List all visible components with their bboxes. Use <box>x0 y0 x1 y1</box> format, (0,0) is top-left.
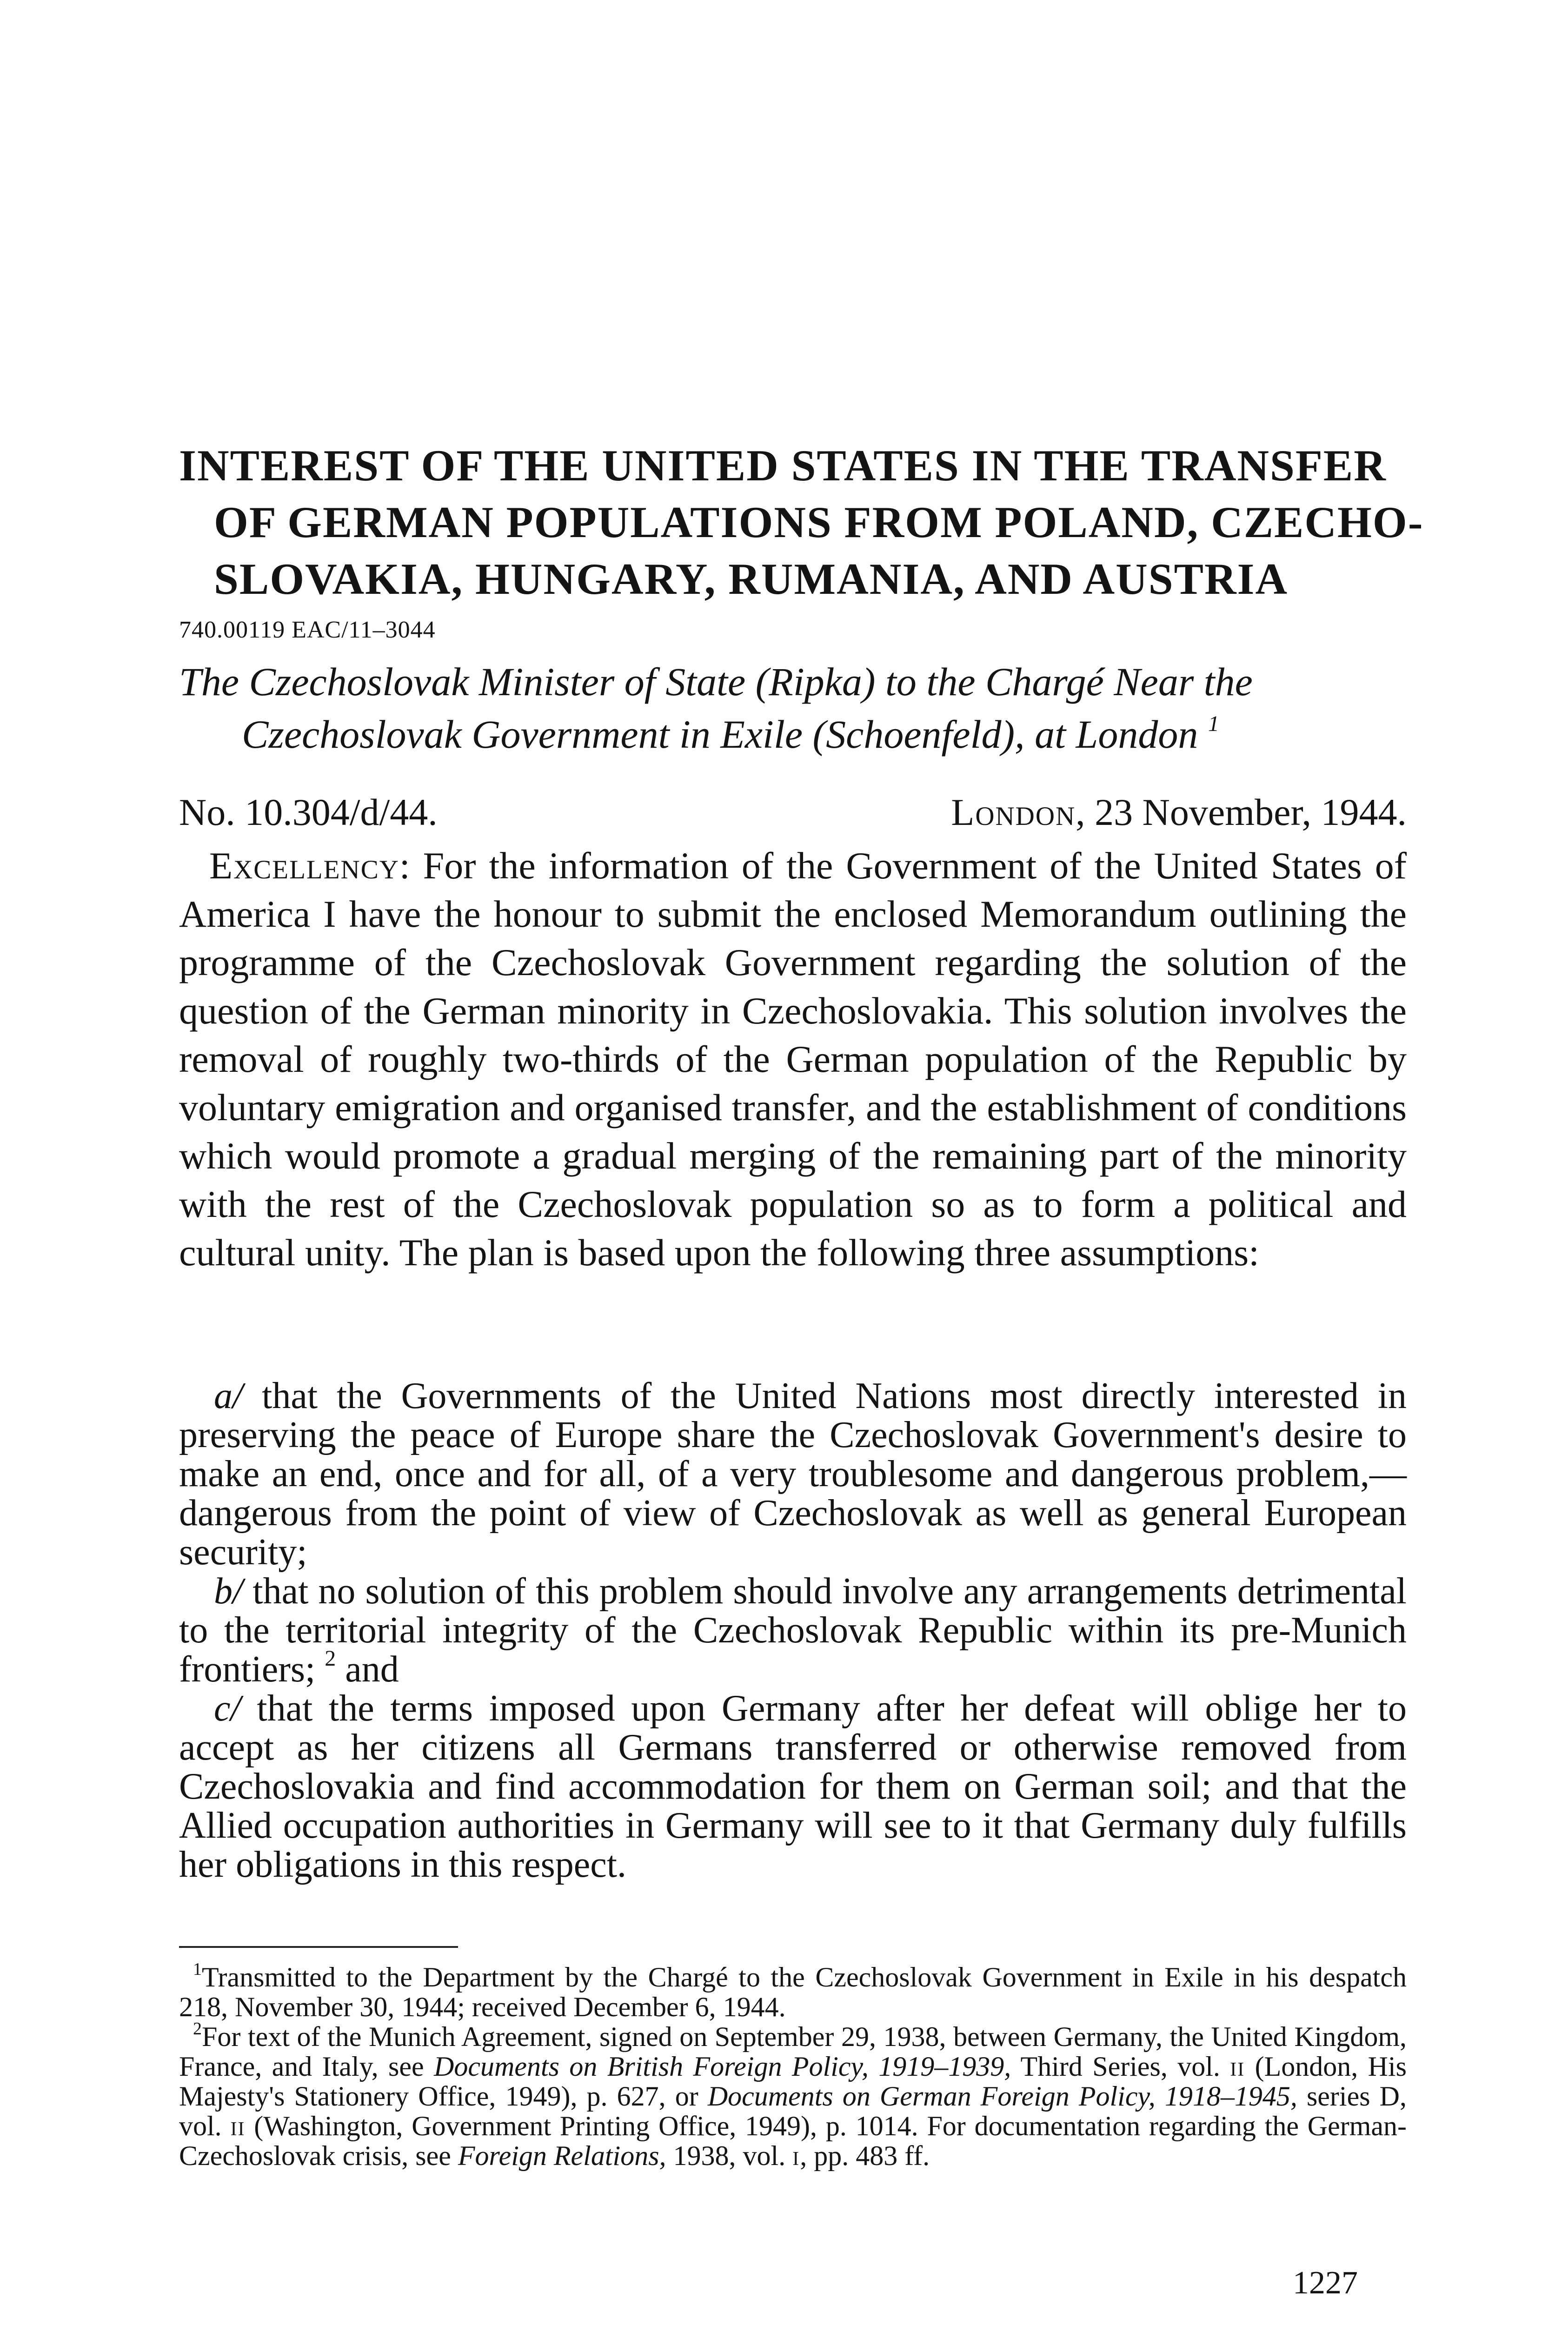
footnote-text: 1938, vol. <box>666 2140 793 2171</box>
footnote-text: series D, vol. <box>179 2081 1407 2141</box>
footnote <box>179 1962 1407 2022</box>
volume-numeral: ii <box>230 2111 246 2141</box>
item-marker: c/ <box>214 1688 241 1729</box>
footnote-divider <box>179 1946 458 1948</box>
item-text: that the terms imposed upon Germany after her defeat will oblige her to accept as her citizens all Germans transferred or otherwise removed from Czechoslovakia and find accommodation for them on German soil; and that the Allied occupation authorities in Germany will see to it that Germany duly fulfills her obligations in this respect. <box>179 1688 1407 1885</box>
footnote-text: Transmitted to the Department by the Chargé to the Czechoslovak Government in Exile in his despatch 218, November 30, 1944; received December 6, 1944. <box>179 1962 1407 2022</box>
heading-line: OF GERMAN POPULATIONS FROM POLAND, CZECHO- <box>214 498 1424 547</box>
salutation: Excellency <box>209 844 399 887</box>
footnote-number: 1 <box>193 1960 202 1979</box>
citation-title: Foreign Relations, <box>458 2140 666 2171</box>
footnote-text: (London, His Majesty's Stationery Office, 1949), p. 627, or <box>179 2051 1407 2112</box>
document-caption <box>179 656 1407 761</box>
section-heading <box>179 437 1424 607</box>
date: , 23 November, 1944. <box>1076 791 1407 833</box>
file-number: 740.00119 EAC/11–3044 <box>179 617 436 643</box>
place-date <box>951 790 1407 834</box>
footnote-ref: 1 <box>1208 711 1219 737</box>
footnote-text: , pp. 483 ff. <box>800 2140 930 2171</box>
volume-numeral: i <box>792 2140 800 2171</box>
list-item <box>179 1572 1407 1689</box>
volume-numeral: ii <box>1230 2051 1245 2082</box>
list-item <box>179 1376 1407 1572</box>
item-text-end: and <box>336 1649 399 1690</box>
caption-line: The Czechoslovak Minister of State (Ripka) to the Chargé Near the <box>179 659 1253 704</box>
item-text: that no solution of this problem should involve any arrangements detrimental to the territorial integrity of the Czechoslovak Republic within its pre-Munich frontiers; <box>179 1571 1407 1690</box>
item-text: that the Governments of the United Nations most directly interested in preserving the peace of Europe share the Czechoslovak Government's desire to make an end, once and for all, of a very troublesome and dangerous problem,—dangerous from the point of view of Czechoslovak as well as general European security; <box>179 1375 1407 1573</box>
heading-line: INTEREST OF THE UNITED STATES IN THE TRANSFER <box>179 441 1387 490</box>
item-marker: a/ <box>214 1375 243 1416</box>
footnote <box>179 2019 1407 2171</box>
footnote-text: (Washington, Government Printing Office, 1949), p. 1014. For documentation regarding the German-Czechoslovak crisis, see <box>179 2111 1407 2171</box>
caption-line: Czechoslovak Government in Exile (Schoenfeld), at London $^1$ <box>242 711 1219 757</box>
page-number: 1227 <box>1293 2265 1358 2301</box>
item-marker: b/ <box>214 1571 243 1612</box>
assumptions-list <box>179 1376 1407 1884</box>
footnote-ref: 2 <box>325 1646 336 1671</box>
reference-number: No. 10.304/d/44. <box>179 791 438 833</box>
letter-text: : For the information of the Government of the United States of America I have the honour to submit the enclosed Memorandum outlining the programme of the Czechoslovak Government regarding the solution of the question of the German minority in Czechoslovakia. This solution involves the removal of roughly two-thirds of the German population of the Republic by voluntary emigration and organised transfer, and the establishment of conditions which would promote a gradual merging of the remaining part of the minority with the rest of the Czechoslovak population so as to form a political and cultural unity. The plan is based upon the following three assumptions: <box>179 844 1407 1274</box>
footnote-text: Third Series, vol. <box>1011 2051 1230 2082</box>
footnote-number: 2 <box>193 2019 202 2039</box>
heading-line: SLOVAKIA, HUNGARY, RUMANIA, AND AUSTRIA <box>214 554 1289 604</box>
footnotes <box>179 1962 1407 2171</box>
place: London <box>951 791 1076 833</box>
citation-title: Documents on German Foreign Policy, 1918–1945, <box>707 2081 1297 2112</box>
footnote-text: For text of the Munich Agreement, signed on September 29, 1938, between Germany, the United Kingdom, France, and Italy, see <box>179 2021 1407 2082</box>
list-item <box>179 1689 1407 1884</box>
citation-title: Documents on British Foreign Policy, 1919–1939, <box>434 2051 1011 2082</box>
letter-body <box>179 842 1407 1277</box>
